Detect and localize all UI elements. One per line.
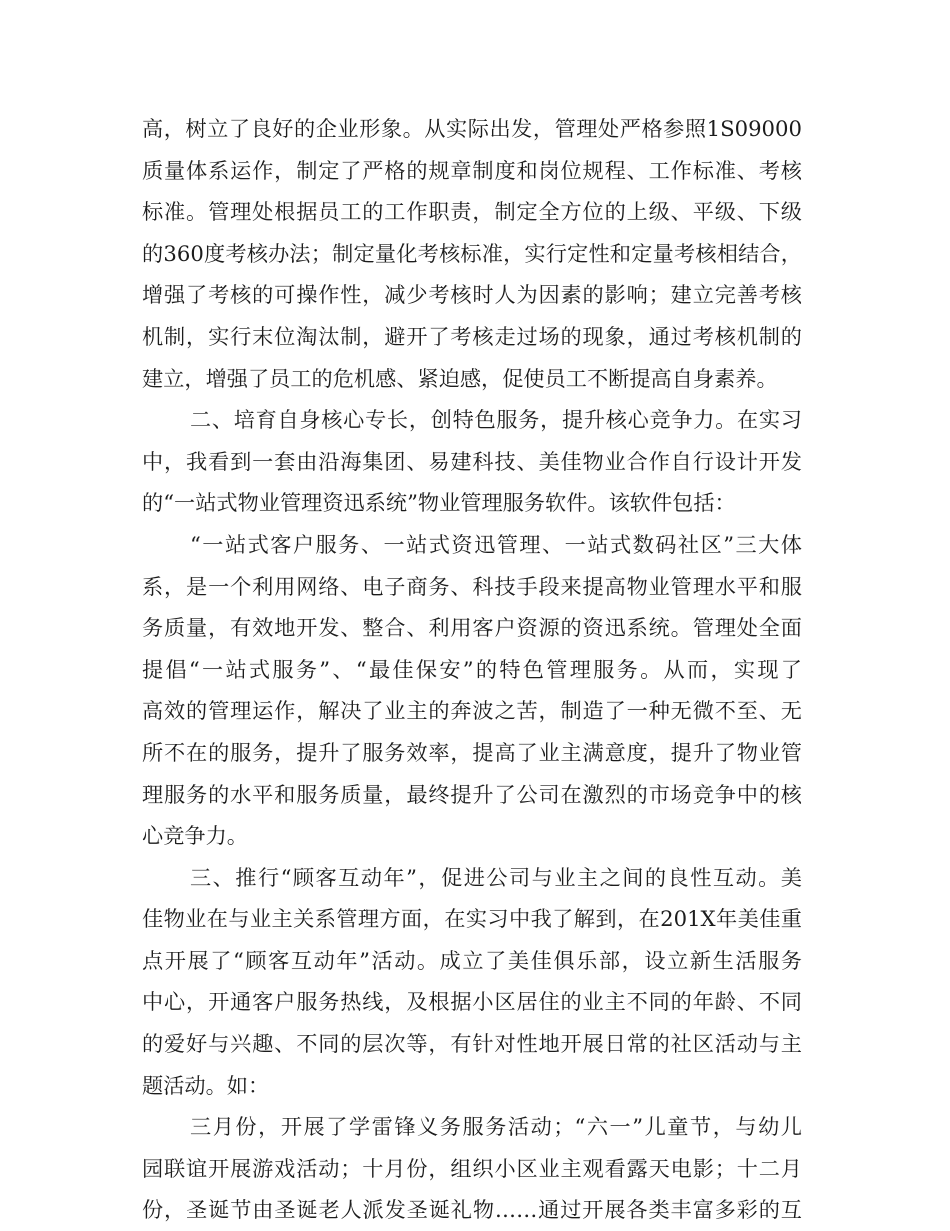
text-line: 中心，开通客户服务热线，及根据小区居住的业主不同的年龄、不同 [142, 989, 802, 1015]
text-line: 二、培育自身核心专长，创特色服务，提升核心竞争力。在实习 [190, 407, 802, 433]
text-line: 题活动。如： [142, 1072, 270, 1098]
text-line: 机制，实行末位淘汰制，避开了考核走过场的现象，通过考核机制的 [142, 323, 802, 349]
text-line: 的“一站式物业管理资迅系统”物业管理服务软件。该软件包括： [142, 490, 736, 516]
text-line: “一站式客户服务、一站式资迅管理、一站式数码社区”三大体 [190, 531, 802, 557]
text-line: 佳物业在与业主关系管理方面，在实习中我了解到，在201X年美佳重 [142, 906, 802, 932]
text-line: 份，圣诞节由圣诞老人派发圣诞礼物……通过开展各类丰富多彩的互 [142, 1197, 802, 1223]
text-line: 三、推行“顾客互动年”，促进公司与业主之间的良性互动。美 [190, 864, 802, 890]
text-line: 质量体系运作，制定了严格的规章制度和岗位规程、工作标准、考核 [142, 157, 802, 183]
text-line: 心竞争力。 [142, 823, 248, 849]
text-line: 增强了考核的可操作性，减少考核时人为因素的影响；建立完善考核 [142, 282, 802, 308]
text-line: 系，是一个利用网络、电子商务、科技手段来提高物业管理水平和服 [142, 573, 802, 599]
text-line: 理服务的水平和服务质量，最终提升了公司在激烈的市场竞争中的核 [142, 781, 802, 807]
text-line: 务质量，有效地开发、整合、利用客户资源的资迅系统。管理处全面 [142, 615, 802, 641]
body-text [142, 108, 802, 1231]
text-line: 高，树立了良好的企业形象。从实际出发，管理处严格参照1S09000 [142, 116, 802, 141]
text-line: 三月份，开展了学雷锋义务服务活动；“六一”儿童节，与幼儿 [190, 1114, 802, 1140]
text-line: 中，我看到一套由沿海集团、易建科技、美佳物业合作自行设计开发 [142, 448, 802, 474]
text-line: 点开展了“顾客互动年”活动。成立了美佳俱乐部，设立新生活服务 [142, 947, 802, 973]
text-line: 建立，增强了员工的危机感、紧迫感，促使员工不断提高自身素养。 [142, 365, 778, 391]
text-line: 所不在的服务，提升了服务效率，提高了业主满意度，提升了物业管 [142, 739, 802, 765]
text-line: 标准。管理处根据员工的工作职责，制定全方位的上级、平级、下级 [142, 199, 802, 225]
text-line: 的爱好与兴趣、不同的层次等，有针对性地开展日常的社区活动与主 [142, 1031, 802, 1057]
text-line: 提倡“一站式服务”、“最佳保安”的特色管理服务。从而，实现了 [142, 656, 802, 682]
text-line: 园联谊开展游戏活动；十月份，组织小区业主观看露天电影；十二月 [142, 1155, 802, 1181]
text-line: 的360度考核办法；制定量化考核标准，实行定性和定量考核相结合， [142, 240, 802, 266]
text-line: 高效的管理运作，解决了业主的奔波之苦，制造了一种无微不至、无 [142, 698, 802, 724]
